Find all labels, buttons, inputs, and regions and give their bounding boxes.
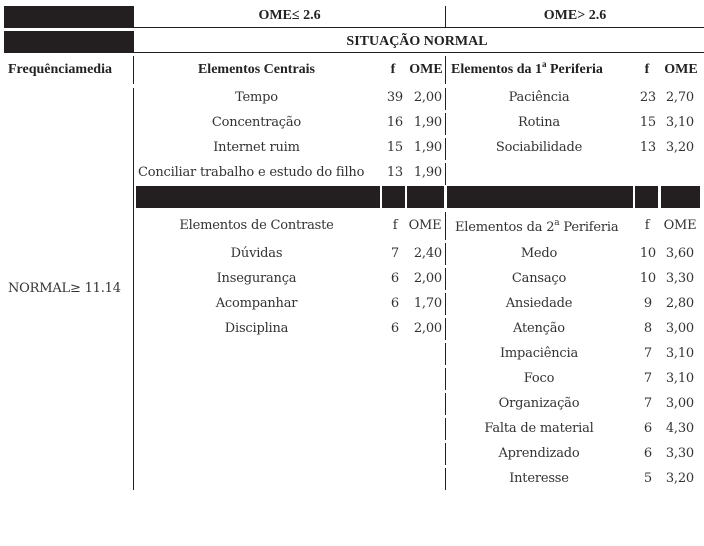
group-header-right: OME> 2.6 [543,8,607,23]
element-name: Aprendizado [498,446,580,461]
element-ome: 2,70 [665,90,694,105]
element-name: Atenção [513,321,565,336]
header-rule-2 [4,52,704,53]
element-f: 10 [639,271,656,286]
element-ome: 3,10 [665,115,694,130]
column-central-ome: OME [409,62,443,77]
element-f: 6 [390,271,399,286]
column-first-periphery: Elementos da 1$^a$ Periferia [451,59,603,77]
col-divider-mid-hdr [445,56,446,84]
element-ome: 3,20 [665,471,694,486]
element-name: Conciliar trabalho e estudo do filho [138,165,365,180]
element-name: Disciplina [224,321,289,336]
situation-header: SITUAÇÃO NORMAL [346,34,488,49]
column-second-periphery-ome: OME [663,218,697,233]
element-name: Cansaço [511,271,567,286]
element-name: Impaciência [499,346,579,361]
element-f: 7 [643,371,652,386]
element-f: 5 [643,471,652,486]
element-ome: 3,10 [665,346,694,361]
element-ome: 3,20 [665,140,694,155]
element-ome: 2,00 [413,90,442,105]
column-central: Elementos Centrais [197,62,316,77]
element-ome: 1,90 [413,115,442,130]
column-frequency: Frequênciamedia [8,62,112,77]
element-name: Organização [498,396,580,411]
element-name: Acompanhar [215,296,298,311]
element-f: 10 [639,246,656,261]
element-f: 23 [639,90,656,105]
element-name: Concentração [211,115,302,130]
column-second-periphery: Elementos da 2$^a$ Periferia [455,218,619,235]
element-f: 7 [643,396,652,411]
header-black-block-1 [4,6,134,27]
element-f: 13 [639,140,656,155]
group-header-left: OME≤ 2.6 [258,8,321,23]
element-ome: 2,00 [413,271,442,286]
element-f: 6 [643,446,652,461]
header-rule-1 [4,27,704,28]
element-ome: 3,30 [665,446,694,461]
separator-bar-central [136,186,380,208]
element-name: Foco [523,371,555,386]
element-name: Dúvidas [230,246,283,261]
element-f: 7 [390,246,399,261]
column-central-f: f [390,62,396,77]
element-ome: 3,30 [665,271,694,286]
element-f: 13 [386,165,403,180]
element-ome: 1,90 [413,140,442,155]
element-name: Falta de material [484,421,594,436]
column-contrast: Elementos de Contraste [179,218,334,233]
element-f: 6 [643,421,652,436]
element-ome: 3,00 [665,321,694,336]
element-name: Tempo [235,90,278,105]
element-f: 16 [386,115,403,130]
element-name: Internet ruim [213,140,300,155]
element-f: 8 [643,321,652,336]
frequency-value: NORMAL≥ 11.14 [8,281,121,296]
column-second-periphery-f: f [644,218,650,233]
element-ome: 1,70 [413,296,442,311]
element-f: 6 [390,321,399,336]
element-ome: 1,90 [413,165,442,180]
column-first-periphery-f: f [644,62,650,77]
column-contrast-f: f [392,218,398,233]
element-ome: 3,60 [665,246,694,261]
separator-bar-periphery [447,186,633,208]
element-ome: 2,80 [665,296,694,311]
column-first-periphery-ome: OME [664,62,698,77]
element-ome: 4,30 [665,421,694,436]
col-divider-mid [445,163,446,185]
element-ome: 2,00 [413,321,442,336]
element-ome: 3,00 [665,396,694,411]
element-ome: 3,10 [665,371,694,386]
element-name: Interesse [509,471,569,486]
element-f: 15 [386,140,403,155]
element-name: Sociabilidade [495,140,583,155]
element-name: Insegurança [216,271,297,286]
element-name: Paciência [508,90,570,105]
element-f: 9 [643,296,652,311]
separator-bar-ome2 [661,186,700,208]
element-name: Rotina [518,115,560,130]
element-f: 7 [643,346,652,361]
header-black-block-2 [4,31,134,52]
col-divider-mid [445,212,446,240]
element-f: 39 [386,90,403,105]
column-contrast-ome: OME [408,218,442,233]
element-f: 6 [390,296,399,311]
separator-bar-ome [407,186,444,208]
element-name: Ansiedade [505,296,573,311]
separator-bar-f2 [635,186,658,208]
element-ome: 2,40 [413,246,442,261]
element-f: 15 [639,115,656,130]
element-name: Medo [520,246,558,261]
separator-bar-f [382,186,405,208]
